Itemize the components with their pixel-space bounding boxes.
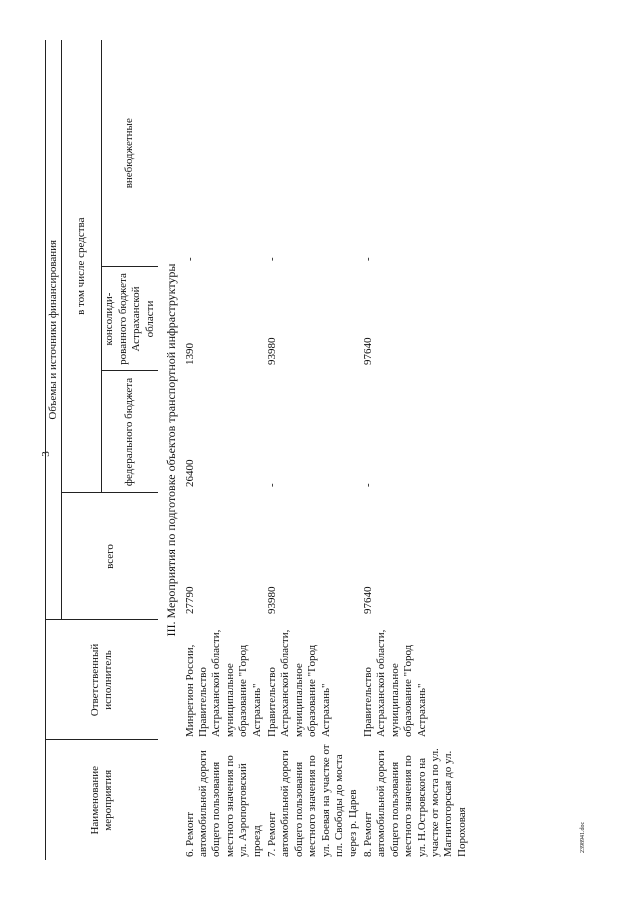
header-total: всего [62,493,158,620]
financing-table [45,40,470,860]
document-footer-code: 2398941.doc [580,821,586,853]
header-extra: внебюджетные [102,40,158,267]
row-consolidated: 1390 [183,343,196,365]
row-total: 97640 [361,586,374,614]
rotated-page-content [45,40,468,860]
row-federal: - [361,483,374,487]
row-extra: - [361,257,374,261]
row-responsible: Правительство Астраханской области, муниципальное образование "Город Астрахань" [361,629,428,737]
header-name: Наименование мероприятия [46,740,159,860]
row-consolidated: 93980 [266,337,279,365]
table-row [265,40,361,860]
row-extra: - [183,257,196,261]
page-number: 3 [40,451,52,457]
table-row [183,40,265,860]
row-consolidated: 97640 [361,337,374,365]
row-name: 8. Ремонт автомобильной дороги общего пользования местного значения по ул. Н.Островского на участке от моста по ул. Магнитогорская до ул. Пороховая [361,748,468,857]
table-row [361,40,470,860]
row-total: 93980 [266,586,279,614]
row-federal: - [266,483,279,487]
header-financing: Объемы и источники финансирования [46,40,62,620]
row-name: 7. Ремонт автомобильной дороги общего пользования местного значения по ул. Боевая на участке от пл. Свободы до моста через р. Царев [266,744,359,857]
section-title: III. Мероприятия по подготовке объектов транспортной инфраструктуры [164,263,178,637]
row-responsible: Минрегион России, Правительство Астраханской области, муниципальное образование "Город Астрахань" [183,629,263,737]
row-responsible: Правительство Астраханской области, муниципальное образование "Город Астрахань" [266,629,332,737]
header-consolidated: консолиди-рованного бюджета Астраханской области [102,267,158,371]
row-extra: - [266,257,279,261]
header-federal: федерального бюджета [102,371,158,493]
header-responsible: Ответственный исполнитель [46,620,159,740]
row-name: 6. Ремонт автомобильной дороги общего пользования местного значения по ул. Аэропортовский проезд [183,750,263,857]
row-total: 27790 [183,586,196,614]
row-federal: 26400 [183,459,196,487]
header-including: в том числе средства [62,40,102,493]
